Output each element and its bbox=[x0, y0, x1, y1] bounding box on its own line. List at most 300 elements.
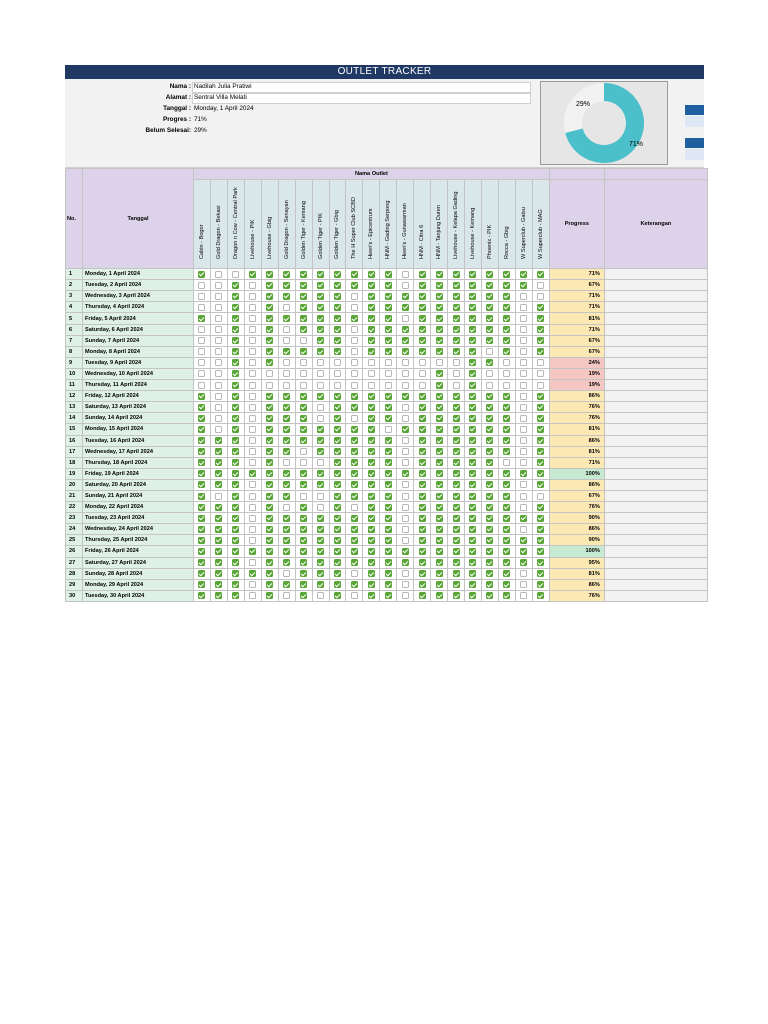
unchecked-checkbox[interactable] bbox=[351, 293, 358, 300]
checked-checkbox[interactable] bbox=[232, 448, 239, 455]
checked-checkbox[interactable] bbox=[419, 404, 426, 411]
unchecked-checkbox[interactable] bbox=[537, 359, 544, 366]
checked-checkbox[interactable] bbox=[436, 437, 443, 444]
checked-checkbox[interactable] bbox=[232, 404, 239, 411]
checked-checkbox[interactable] bbox=[486, 359, 493, 366]
checked-checkbox[interactable] bbox=[232, 481, 239, 488]
checked-checkbox[interactable] bbox=[351, 459, 358, 466]
checked-checkbox[interactable] bbox=[351, 537, 358, 544]
checked-checkbox[interactable] bbox=[351, 515, 358, 522]
checked-checkbox[interactable] bbox=[334, 481, 341, 488]
checked-checkbox[interactable] bbox=[249, 548, 256, 555]
unchecked-checkbox[interactable] bbox=[300, 382, 307, 389]
checked-checkbox[interactable] bbox=[503, 559, 510, 566]
checked-checkbox[interactable] bbox=[266, 293, 273, 300]
checked-checkbox[interactable] bbox=[469, 348, 476, 355]
checked-checkbox[interactable] bbox=[351, 526, 358, 533]
checked-checkbox[interactable] bbox=[334, 581, 341, 588]
checked-checkbox[interactable] bbox=[503, 581, 510, 588]
checked-checkbox[interactable] bbox=[283, 470, 290, 477]
unchecked-checkbox[interactable] bbox=[520, 437, 527, 444]
checked-checkbox[interactable] bbox=[266, 404, 273, 411]
checked-checkbox[interactable] bbox=[215, 448, 222, 455]
unchecked-checkbox[interactable] bbox=[249, 537, 256, 544]
checked-checkbox[interactable] bbox=[266, 515, 273, 522]
checked-checkbox[interactable] bbox=[334, 470, 341, 477]
unchecked-checkbox[interactable] bbox=[215, 359, 222, 366]
unchecked-checkbox[interactable] bbox=[368, 370, 375, 377]
checked-checkbox[interactable] bbox=[198, 448, 205, 455]
unchecked-checkbox[interactable] bbox=[520, 348, 527, 355]
checked-checkbox[interactable] bbox=[453, 304, 460, 311]
checked-checkbox[interactable] bbox=[486, 448, 493, 455]
unchecked-checkbox[interactable] bbox=[215, 315, 222, 322]
unchecked-checkbox[interactable] bbox=[283, 459, 290, 466]
unchecked-checkbox[interactable] bbox=[317, 493, 324, 500]
unchecked-checkbox[interactable] bbox=[249, 382, 256, 389]
checked-checkbox[interactable] bbox=[469, 504, 476, 511]
checked-checkbox[interactable] bbox=[334, 548, 341, 555]
row-keterangan[interactable] bbox=[604, 502, 707, 513]
unchecked-checkbox[interactable] bbox=[402, 271, 409, 278]
checked-checkbox[interactable] bbox=[249, 570, 256, 577]
checked-checkbox[interactable] bbox=[537, 448, 544, 455]
checked-checkbox[interactable] bbox=[232, 570, 239, 577]
checked-checkbox[interactable] bbox=[503, 515, 510, 522]
checked-checkbox[interactable] bbox=[436, 404, 443, 411]
checked-checkbox[interactable] bbox=[385, 326, 392, 333]
checked-checkbox[interactable] bbox=[419, 481, 426, 488]
checked-checkbox[interactable] bbox=[266, 437, 273, 444]
unchecked-checkbox[interactable] bbox=[317, 459, 324, 466]
unchecked-checkbox[interactable] bbox=[317, 370, 324, 377]
unchecked-checkbox[interactable] bbox=[249, 581, 256, 588]
unchecked-checkbox[interactable] bbox=[266, 382, 273, 389]
unchecked-checkbox[interactable] bbox=[402, 570, 409, 577]
checked-checkbox[interactable] bbox=[385, 448, 392, 455]
unchecked-checkbox[interactable] bbox=[402, 382, 409, 389]
unchecked-checkbox[interactable] bbox=[402, 515, 409, 522]
unchecked-checkbox[interactable] bbox=[215, 370, 222, 377]
unchecked-checkbox[interactable] bbox=[520, 382, 527, 389]
checked-checkbox[interactable] bbox=[317, 315, 324, 322]
checked-checkbox[interactable] bbox=[469, 304, 476, 311]
checked-checkbox[interactable] bbox=[198, 393, 205, 400]
checked-checkbox[interactable] bbox=[385, 282, 392, 289]
checked-checkbox[interactable] bbox=[198, 415, 205, 422]
checked-checkbox[interactable] bbox=[537, 304, 544, 311]
checked-checkbox[interactable] bbox=[486, 271, 493, 278]
checked-checkbox[interactable] bbox=[385, 592, 392, 599]
checked-checkbox[interactable] bbox=[232, 426, 239, 433]
unchecked-checkbox[interactable] bbox=[215, 293, 222, 300]
checked-checkbox[interactable] bbox=[232, 459, 239, 466]
checked-checkbox[interactable] bbox=[486, 282, 493, 289]
checked-checkbox[interactable] bbox=[300, 481, 307, 488]
checked-checkbox[interactable] bbox=[537, 404, 544, 411]
checked-checkbox[interactable] bbox=[266, 426, 273, 433]
checked-checkbox[interactable] bbox=[283, 293, 290, 300]
checked-checkbox[interactable] bbox=[317, 448, 324, 455]
row-keterangan[interactable] bbox=[604, 513, 707, 524]
checked-checkbox[interactable] bbox=[385, 271, 392, 278]
checked-checkbox[interactable] bbox=[503, 348, 510, 355]
checked-checkbox[interactable] bbox=[198, 592, 205, 599]
unchecked-checkbox[interactable] bbox=[249, 459, 256, 466]
unchecked-checkbox[interactable] bbox=[402, 282, 409, 289]
checked-checkbox[interactable] bbox=[368, 581, 375, 588]
checked-checkbox[interactable] bbox=[215, 504, 222, 511]
checked-checkbox[interactable] bbox=[402, 559, 409, 566]
checked-checkbox[interactable] bbox=[453, 315, 460, 322]
checked-checkbox[interactable] bbox=[503, 393, 510, 400]
checked-checkbox[interactable] bbox=[300, 404, 307, 411]
checked-checkbox[interactable] bbox=[503, 548, 510, 555]
checked-checkbox[interactable] bbox=[215, 537, 222, 544]
checked-checkbox[interactable] bbox=[469, 426, 476, 433]
unchecked-checkbox[interactable] bbox=[215, 493, 222, 500]
checked-checkbox[interactable] bbox=[419, 537, 426, 544]
unchecked-checkbox[interactable] bbox=[215, 282, 222, 289]
row-keterangan[interactable] bbox=[604, 590, 707, 601]
checked-checkbox[interactable] bbox=[402, 548, 409, 555]
unchecked-checkbox[interactable] bbox=[249, 592, 256, 599]
checked-checkbox[interactable] bbox=[453, 426, 460, 433]
unchecked-checkbox[interactable] bbox=[520, 493, 527, 500]
unchecked-checkbox[interactable] bbox=[402, 448, 409, 455]
checked-checkbox[interactable] bbox=[503, 282, 510, 289]
checked-checkbox[interactable] bbox=[283, 526, 290, 533]
unchecked-checkbox[interactable] bbox=[215, 337, 222, 344]
checked-checkbox[interactable] bbox=[232, 548, 239, 555]
row-keterangan[interactable] bbox=[604, 413, 707, 424]
checked-checkbox[interactable] bbox=[232, 393, 239, 400]
checked-checkbox[interactable] bbox=[368, 504, 375, 511]
row-keterangan[interactable] bbox=[604, 446, 707, 457]
unchecked-checkbox[interactable] bbox=[249, 337, 256, 344]
checked-checkbox[interactable] bbox=[351, 315, 358, 322]
checked-checkbox[interactable] bbox=[436, 470, 443, 477]
checked-checkbox[interactable] bbox=[317, 570, 324, 577]
checked-checkbox[interactable] bbox=[385, 537, 392, 544]
checked-checkbox[interactable] bbox=[402, 337, 409, 344]
checked-checkbox[interactable] bbox=[385, 526, 392, 533]
checked-checkbox[interactable] bbox=[469, 315, 476, 322]
checked-checkbox[interactable] bbox=[537, 348, 544, 355]
checked-checkbox[interactable] bbox=[469, 437, 476, 444]
checked-checkbox[interactable] bbox=[469, 459, 476, 466]
checked-checkbox[interactable] bbox=[436, 382, 443, 389]
checked-checkbox[interactable] bbox=[436, 570, 443, 577]
checked-checkbox[interactable] bbox=[266, 493, 273, 500]
checked-checkbox[interactable] bbox=[266, 448, 273, 455]
checked-checkbox[interactable] bbox=[453, 581, 460, 588]
row-keterangan[interactable] bbox=[604, 291, 707, 302]
checked-checkbox[interactable] bbox=[486, 326, 493, 333]
checked-checkbox[interactable] bbox=[503, 304, 510, 311]
unchecked-checkbox[interactable] bbox=[249, 370, 256, 377]
checked-checkbox[interactable] bbox=[232, 515, 239, 522]
unchecked-checkbox[interactable] bbox=[249, 282, 256, 289]
checked-checkbox[interactable] bbox=[436, 282, 443, 289]
checked-checkbox[interactable] bbox=[385, 404, 392, 411]
checked-checkbox[interactable] bbox=[300, 504, 307, 511]
checked-checkbox[interactable] bbox=[503, 426, 510, 433]
checked-checkbox[interactable] bbox=[537, 537, 544, 544]
checked-checkbox[interactable] bbox=[334, 537, 341, 544]
unchecked-checkbox[interactable] bbox=[351, 326, 358, 333]
checked-checkbox[interactable] bbox=[266, 459, 273, 466]
checked-checkbox[interactable] bbox=[300, 570, 307, 577]
unchecked-checkbox[interactable] bbox=[300, 359, 307, 366]
checked-checkbox[interactable] bbox=[368, 537, 375, 544]
checked-checkbox[interactable] bbox=[469, 592, 476, 599]
checked-checkbox[interactable] bbox=[436, 559, 443, 566]
checked-checkbox[interactable] bbox=[436, 315, 443, 322]
unchecked-checkbox[interactable] bbox=[453, 370, 460, 377]
unchecked-checkbox[interactable] bbox=[537, 493, 544, 500]
checked-checkbox[interactable] bbox=[436, 293, 443, 300]
checked-checkbox[interactable] bbox=[419, 315, 426, 322]
unchecked-checkbox[interactable] bbox=[486, 348, 493, 355]
checked-checkbox[interactable] bbox=[469, 271, 476, 278]
checked-checkbox[interactable] bbox=[385, 415, 392, 422]
checked-checkbox[interactable] bbox=[232, 559, 239, 566]
checked-checkbox[interactable] bbox=[486, 293, 493, 300]
checked-checkbox[interactable] bbox=[351, 448, 358, 455]
checked-checkbox[interactable] bbox=[503, 592, 510, 599]
checked-checkbox[interactable] bbox=[402, 326, 409, 333]
checked-checkbox[interactable] bbox=[385, 459, 392, 466]
checked-checkbox[interactable] bbox=[537, 271, 544, 278]
checked-checkbox[interactable] bbox=[334, 570, 341, 577]
unchecked-checkbox[interactable] bbox=[503, 370, 510, 377]
checked-checkbox[interactable] bbox=[198, 271, 205, 278]
unchecked-checkbox[interactable] bbox=[283, 337, 290, 344]
checked-checkbox[interactable] bbox=[503, 337, 510, 344]
row-keterangan[interactable] bbox=[604, 424, 707, 435]
unchecked-checkbox[interactable] bbox=[402, 459, 409, 466]
unchecked-checkbox[interactable] bbox=[351, 370, 358, 377]
checked-checkbox[interactable] bbox=[300, 437, 307, 444]
checked-checkbox[interactable] bbox=[503, 493, 510, 500]
unchecked-checkbox[interactable] bbox=[249, 326, 256, 333]
checked-checkbox[interactable] bbox=[249, 271, 256, 278]
checked-checkbox[interactable] bbox=[537, 548, 544, 555]
checked-checkbox[interactable] bbox=[317, 481, 324, 488]
unchecked-checkbox[interactable] bbox=[503, 359, 510, 366]
checked-checkbox[interactable] bbox=[266, 282, 273, 289]
unchecked-checkbox[interactable] bbox=[198, 370, 205, 377]
unchecked-checkbox[interactable] bbox=[520, 370, 527, 377]
checked-checkbox[interactable] bbox=[283, 493, 290, 500]
checked-checkbox[interactable] bbox=[537, 337, 544, 344]
checked-checkbox[interactable] bbox=[537, 570, 544, 577]
checked-checkbox[interactable] bbox=[486, 515, 493, 522]
checked-checkbox[interactable] bbox=[300, 470, 307, 477]
row-keterangan[interactable] bbox=[604, 557, 707, 568]
checked-checkbox[interactable] bbox=[334, 348, 341, 355]
checked-checkbox[interactable] bbox=[266, 304, 273, 311]
row-keterangan[interactable] bbox=[604, 269, 707, 280]
unchecked-checkbox[interactable] bbox=[436, 359, 443, 366]
checked-checkbox[interactable] bbox=[368, 293, 375, 300]
unchecked-checkbox[interactable] bbox=[520, 404, 527, 411]
checked-checkbox[interactable] bbox=[419, 293, 426, 300]
unchecked-checkbox[interactable] bbox=[266, 370, 273, 377]
checked-checkbox[interactable] bbox=[419, 348, 426, 355]
checked-checkbox[interactable] bbox=[419, 437, 426, 444]
unchecked-checkbox[interactable] bbox=[351, 304, 358, 311]
checked-checkbox[interactable] bbox=[419, 448, 426, 455]
checked-checkbox[interactable] bbox=[334, 526, 341, 533]
checked-checkbox[interactable] bbox=[453, 415, 460, 422]
unchecked-checkbox[interactable] bbox=[317, 415, 324, 422]
checked-checkbox[interactable] bbox=[368, 437, 375, 444]
checked-checkbox[interactable] bbox=[453, 282, 460, 289]
checked-checkbox[interactable] bbox=[232, 326, 239, 333]
checked-checkbox[interactable] bbox=[537, 470, 544, 477]
unchecked-checkbox[interactable] bbox=[249, 526, 256, 533]
unchecked-checkbox[interactable] bbox=[198, 348, 205, 355]
checked-checkbox[interactable] bbox=[436, 304, 443, 311]
checked-checkbox[interactable] bbox=[283, 404, 290, 411]
checked-checkbox[interactable] bbox=[300, 326, 307, 333]
checked-checkbox[interactable] bbox=[436, 271, 443, 278]
checked-checkbox[interactable] bbox=[368, 515, 375, 522]
checked-checkbox[interactable] bbox=[503, 537, 510, 544]
checked-checkbox[interactable] bbox=[300, 348, 307, 355]
checked-checkbox[interactable] bbox=[486, 337, 493, 344]
checked-checkbox[interactable] bbox=[266, 393, 273, 400]
checked-checkbox[interactable] bbox=[469, 393, 476, 400]
unchecked-checkbox[interactable] bbox=[249, 559, 256, 566]
checked-checkbox[interactable] bbox=[334, 437, 341, 444]
checked-checkbox[interactable] bbox=[486, 393, 493, 400]
checked-checkbox[interactable] bbox=[232, 304, 239, 311]
unchecked-checkbox[interactable] bbox=[537, 293, 544, 300]
checked-checkbox[interactable] bbox=[215, 515, 222, 522]
unchecked-checkbox[interactable] bbox=[402, 370, 409, 377]
unchecked-checkbox[interactable] bbox=[283, 592, 290, 599]
checked-checkbox[interactable] bbox=[232, 437, 239, 444]
checked-checkbox[interactable] bbox=[419, 559, 426, 566]
checked-checkbox[interactable] bbox=[469, 359, 476, 366]
checked-checkbox[interactable] bbox=[317, 515, 324, 522]
checked-checkbox[interactable] bbox=[436, 504, 443, 511]
checked-checkbox[interactable] bbox=[436, 326, 443, 333]
checked-checkbox[interactable] bbox=[198, 426, 205, 433]
checked-checkbox[interactable] bbox=[283, 515, 290, 522]
checked-checkbox[interactable] bbox=[469, 481, 476, 488]
unchecked-checkbox[interactable] bbox=[402, 404, 409, 411]
checked-checkbox[interactable] bbox=[436, 592, 443, 599]
unchecked-checkbox[interactable] bbox=[198, 282, 205, 289]
checked-checkbox[interactable] bbox=[503, 404, 510, 411]
checked-checkbox[interactable] bbox=[419, 326, 426, 333]
checked-checkbox[interactable] bbox=[436, 493, 443, 500]
unchecked-checkbox[interactable] bbox=[520, 481, 527, 488]
checked-checkbox[interactable] bbox=[436, 337, 443, 344]
row-keterangan[interactable] bbox=[604, 468, 707, 479]
checked-checkbox[interactable] bbox=[300, 315, 307, 322]
checked-checkbox[interactable] bbox=[317, 470, 324, 477]
checked-checkbox[interactable] bbox=[351, 481, 358, 488]
checked-checkbox[interactable] bbox=[283, 437, 290, 444]
checked-checkbox[interactable] bbox=[486, 404, 493, 411]
unchecked-checkbox[interactable] bbox=[486, 370, 493, 377]
unchecked-checkbox[interactable] bbox=[249, 504, 256, 511]
checked-checkbox[interactable] bbox=[368, 570, 375, 577]
checked-checkbox[interactable] bbox=[419, 493, 426, 500]
checked-checkbox[interactable] bbox=[486, 304, 493, 311]
checked-checkbox[interactable] bbox=[334, 315, 341, 322]
checked-checkbox[interactable] bbox=[368, 415, 375, 422]
checked-checkbox[interactable] bbox=[469, 293, 476, 300]
checked-checkbox[interactable] bbox=[385, 515, 392, 522]
checked-checkbox[interactable] bbox=[283, 548, 290, 555]
checked-checkbox[interactable] bbox=[469, 415, 476, 422]
checked-checkbox[interactable] bbox=[469, 515, 476, 522]
checked-checkbox[interactable] bbox=[300, 415, 307, 422]
checked-checkbox[interactable] bbox=[486, 426, 493, 433]
unchecked-checkbox[interactable] bbox=[351, 415, 358, 422]
checked-checkbox[interactable] bbox=[266, 537, 273, 544]
checked-checkbox[interactable] bbox=[215, 459, 222, 466]
checked-checkbox[interactable] bbox=[503, 315, 510, 322]
checked-checkbox[interactable] bbox=[419, 337, 426, 344]
checked-checkbox[interactable] bbox=[232, 581, 239, 588]
checked-checkbox[interactable] bbox=[486, 470, 493, 477]
checked-checkbox[interactable] bbox=[419, 515, 426, 522]
checked-checkbox[interactable] bbox=[385, 481, 392, 488]
checked-checkbox[interactable] bbox=[198, 526, 205, 533]
checked-checkbox[interactable] bbox=[385, 493, 392, 500]
checked-checkbox[interactable] bbox=[232, 415, 239, 422]
checked-checkbox[interactable] bbox=[317, 271, 324, 278]
checked-checkbox[interactable] bbox=[283, 426, 290, 433]
row-keterangan[interactable] bbox=[604, 546, 707, 557]
checked-checkbox[interactable] bbox=[537, 481, 544, 488]
row-keterangan[interactable] bbox=[604, 579, 707, 590]
unchecked-checkbox[interactable] bbox=[351, 359, 358, 366]
checked-checkbox[interactable] bbox=[486, 548, 493, 555]
checked-checkbox[interactable] bbox=[419, 548, 426, 555]
checked-checkbox[interactable] bbox=[283, 559, 290, 566]
unchecked-checkbox[interactable] bbox=[537, 282, 544, 289]
checked-checkbox[interactable] bbox=[419, 271, 426, 278]
unchecked-checkbox[interactable] bbox=[249, 348, 256, 355]
unchecked-checkbox[interactable] bbox=[249, 493, 256, 500]
row-keterangan[interactable] bbox=[604, 302, 707, 313]
unchecked-checkbox[interactable] bbox=[317, 504, 324, 511]
unchecked-checkbox[interactable] bbox=[215, 271, 222, 278]
checked-checkbox[interactable] bbox=[419, 426, 426, 433]
checked-checkbox[interactable] bbox=[232, 315, 239, 322]
checked-checkbox[interactable] bbox=[368, 304, 375, 311]
checked-checkbox[interactable] bbox=[419, 470, 426, 477]
checked-checkbox[interactable] bbox=[486, 437, 493, 444]
checked-checkbox[interactable] bbox=[385, 581, 392, 588]
unchecked-checkbox[interactable] bbox=[520, 581, 527, 588]
checked-checkbox[interactable] bbox=[419, 581, 426, 588]
unchecked-checkbox[interactable] bbox=[351, 348, 358, 355]
checked-checkbox[interactable] bbox=[232, 504, 239, 511]
checked-checkbox[interactable] bbox=[351, 559, 358, 566]
checked-checkbox[interactable] bbox=[469, 559, 476, 566]
checked-checkbox[interactable] bbox=[317, 437, 324, 444]
checked-checkbox[interactable] bbox=[215, 581, 222, 588]
